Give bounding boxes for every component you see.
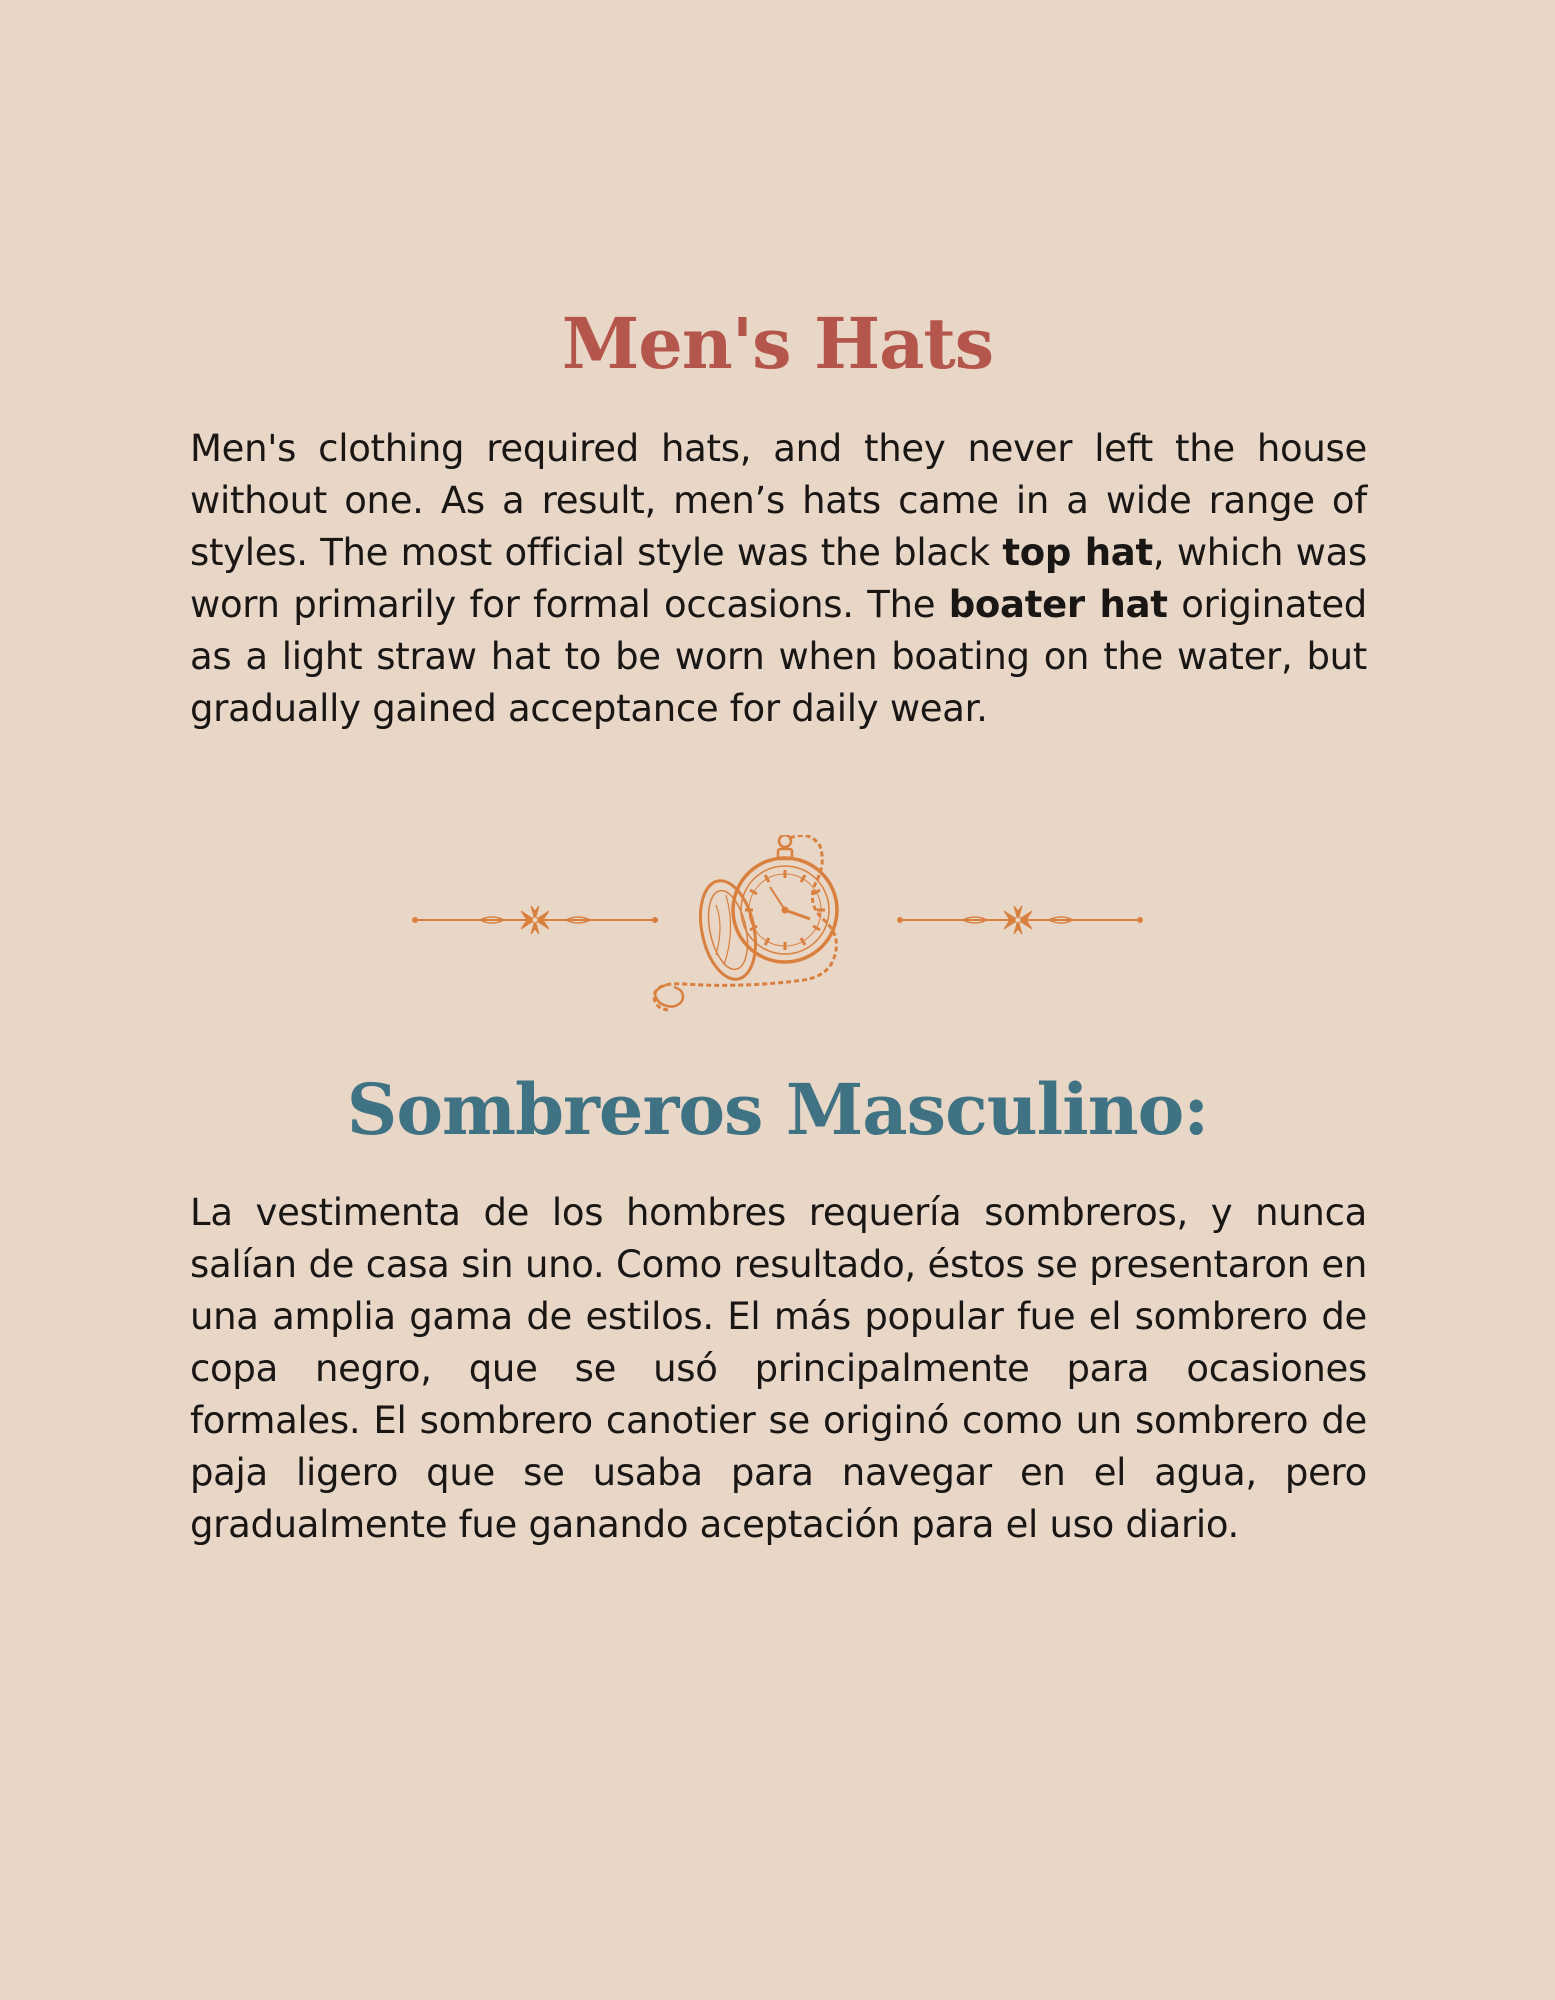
spanish-paragraph: La vestimenta de los hombres requería sombreros, y nunca salían de casa sin uno. Como resultado, éstos se presentaron en una amplia gama de estilos. El más popular fue el sombrero de copa negro, que se usó principalmente para ocasiones formales. El sombrero canotier se originó como un sombrero de paja ligero que se usaba para navegar en el agua, pero gradualmente fue ganando aceptación para el uso diario. xyxy=(190,1191,1367,1546)
page-title-spanish: Sombreros Masculino: xyxy=(346,1068,1209,1151)
top-hat-term: top hat xyxy=(1002,531,1153,574)
page-title-english: Men's Hats xyxy=(561,302,994,385)
boater-hat-term: boater hat xyxy=(948,583,1168,626)
right-flourish xyxy=(898,906,1143,934)
english-text-part-3: originated as a light straw hat to be worn when boating on the water, but gradually gained acceptance for daily wear. xyxy=(190,583,1367,730)
english-paragraph xyxy=(190,423,1367,735)
english-text-part-2: , which was worn primarily for formal occasions. The xyxy=(190,531,1367,626)
english-text-part-1: Men's clothing required hats, and they never left the house without one. As a result, men’s hats came in a wide range of styles. The most official style was the black xyxy=(190,427,1367,574)
ornamental-divider xyxy=(410,835,1145,1015)
left-flourish xyxy=(413,906,658,934)
pocket-watch-icon xyxy=(654,835,837,1010)
